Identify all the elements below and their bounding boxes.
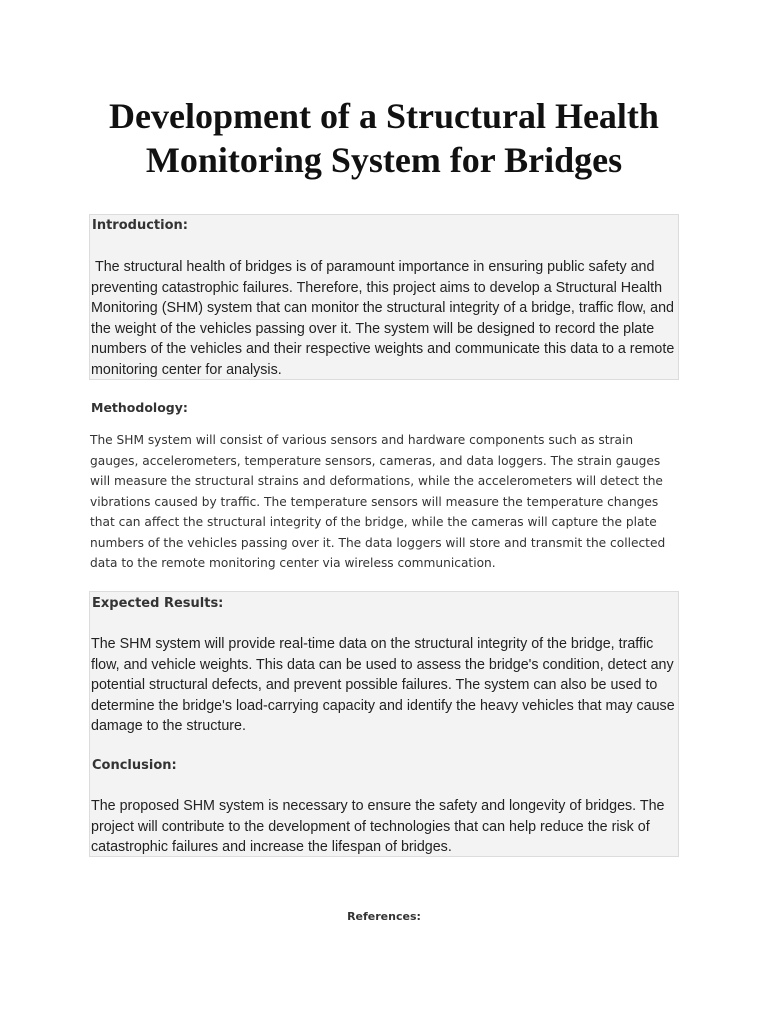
introduction-heading: Introduction: — [92, 218, 188, 233]
expected-results-heading: Expected Results: — [92, 596, 224, 611]
results-conclusion-section — [89, 591, 679, 857]
introduction-section — [89, 214, 679, 380]
references-heading: References: — [347, 910, 421, 923]
expected-results-text: The SHM system will provide real-time data on the structural integrity of the bridge, traffic flow, and vehicle weights. This data can be used to assess the bridge's condition, detect any potential structural defects, and prevent possible failures. The system can also be used to determine the bridge's load-carrying capacity and identify the heavy vehicles that may cause damage to the structure. — [91, 636, 675, 735]
methodology-text: The SHM system will consist of various sensors and hardware components such as strain gauges, accelerometers, temperature sensors, cameras, and data loggers. The strain gauges will measure the structural strains and deformations, while the accelerometers will detect the vibrations caused by traffic. The temperature sensors will measure the temperature changes that can affect the structural integrity of the bridge, while the cameras will capture the plate numbers of the vehicles passing over it. The data loggers will store and transmit the collected data to the remote monitoring center via wireless communication. — [90, 433, 666, 570]
methodology-heading: Methodology: — [91, 400, 188, 415]
conclusion-text: The proposed SHM system is necessary to ensure the safety and longevity of bridges. The project will contribute to the development of technologies that can help reduce the risk of catastrophic failures and increase the lifespan of bridges. — [91, 798, 665, 856]
conclusion-heading: Conclusion: — [92, 758, 177, 773]
document-title: Development of a Structural Health Monitoring System for Bridges — [109, 96, 659, 180]
introduction-text: The structural health of bridges is of paramount importance in ensuring public safety and preventing catastrophic failures. Therefore, this project aims to develop a Structural Health Monitoring (SHM) system that can monitor the structural integrity of a bridge, traffic flow, and the weight of the vehicles passing over it. The system will be designed to record the plate numbers of the vehicles and their respective weights and communicate this data to a remote monitoring center for analysis. — [91, 259, 679, 378]
